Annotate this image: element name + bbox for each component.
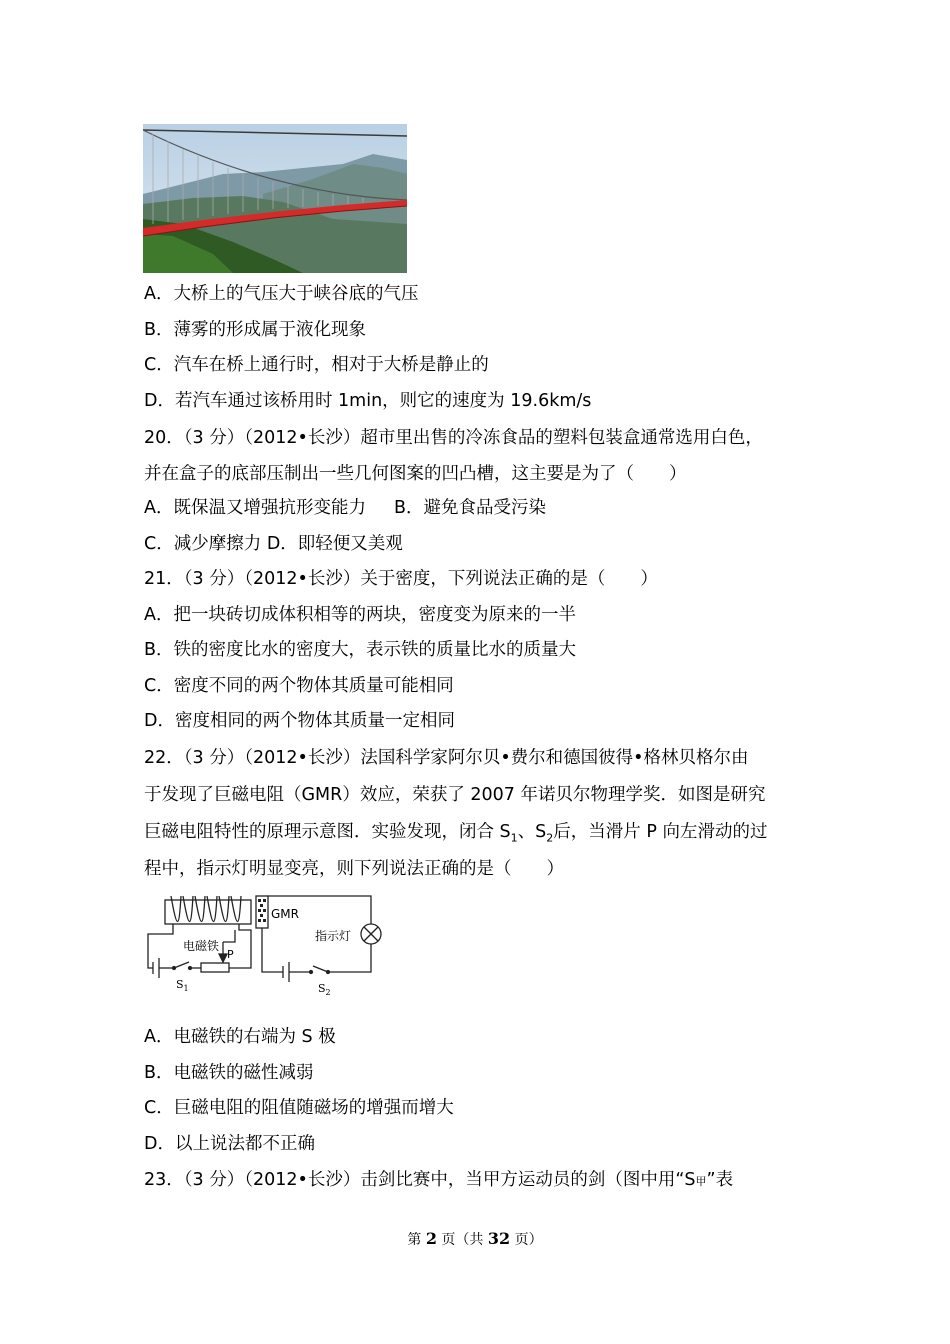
footer-page-number: 2 <box>425 1229 437 1248</box>
s2-label: $S_2$ <box>318 982 331 995</box>
q22-stem-line2: 于发现了巨磁电阻（GMR）效应，荣获了 2007 年诺贝尔物理学奖．如图是研究 <box>144 785 766 805</box>
q22-option-a: A．电磁铁的右端为 S 极 <box>144 1027 336 1047</box>
q22-line3-text-a: 巨磁电阻特性的原理示意图．实验发现，闭合 S <box>144 822 511 842</box>
rheostat <box>201 963 229 972</box>
q21-option-b: B．铁的密度比水的密度大，表示铁的质量比水的质量大 <box>144 640 577 660</box>
gmr-resistor <box>256 896 268 928</box>
footer-post: 页） <box>510 1232 543 1248</box>
q22-stem-line4: 程中，指示灯明显变亮，则下列说法正确的是（ ） <box>144 859 564 879</box>
q21-option-d: D．密度相同的两个物体其质量一定相同 <box>144 711 455 731</box>
gmr-circuit-diagram <box>143 890 388 995</box>
q20-option-b: B．避免食品受污染 <box>393 498 546 518</box>
footer-total-pages: 32 <box>487 1229 511 1248</box>
q22-option-c: C．巨磁电阻的阻值随磁场的增强而增大 <box>144 1098 454 1118</box>
q22-s1-subscript: 1 <box>510 831 518 845</box>
q20-option-c: C．减少摩擦力 <box>144 534 262 554</box>
q23-text-a: 23．（3 分）（2012•长沙）击剑比赛中，当甲方运动员的剑（图中用“S <box>144 1170 696 1190</box>
footer-pre: 第 <box>407 1232 426 1248</box>
switch-s1 <box>174 962 189 968</box>
q22-line3-text-c: 后，当滑片 P 向左滑动的过 <box>553 822 768 842</box>
q23-text-b: ”表 <box>706 1170 734 1190</box>
q20-option-a: A．既保温又增强抗形变能力 <box>144 498 366 518</box>
q22-s2-subscript: 2 <box>546 831 554 845</box>
q21-option-a: A．把一块砖切成体积相等的两块，密度变为原来的一半 <box>144 605 576 625</box>
q21-stem: 21．（3 分）（2012•长沙）关于密度，下列说法正确的是（ ） <box>144 569 658 589</box>
q20-options-row1 <box>144 497 546 519</box>
bridge-photo <box>143 124 407 273</box>
q22-line3-text-b: 、S <box>517 822 547 842</box>
q20-options-row2 <box>144 533 403 555</box>
q21-option-c: C．密度不同的两个物体其质量可能相同 <box>144 676 454 696</box>
q19-option-a: A．大桥上的气压大于峡谷底的气压 <box>144 284 419 304</box>
q23-stem-line1 <box>144 1169 733 1193</box>
gmr-label: GMR <box>271 907 299 921</box>
q20-option-d: D．即轻便又美观 <box>266 534 403 554</box>
footer-mid: 页（共 <box>436 1232 488 1248</box>
q19-option-d: D．若汽车通过该桥用时 1min，则它的速度为 19.6km/s <box>144 391 592 411</box>
switch-s2 <box>313 966 328 972</box>
q22-option-d: D．以上说法都不正确 <box>144 1134 315 1154</box>
slider-p-label: P <box>227 948 234 961</box>
s1-label: $S_1$ <box>176 978 189 993</box>
q19-option-b: B．薄雾的形成属于液化现象 <box>144 320 367 340</box>
q20-stem-line2: 并在盒子的底部压制出一些几何图案的凹凸槽，这主要是为了（ ） <box>144 464 687 484</box>
q20-stem-line1: 20．（3 分）（2012•长沙）超市里出售的冷冻食品的塑料包装盒通常选用白色， <box>144 428 763 448</box>
q23-subscript-jia: 甲 <box>695 1175 707 1188</box>
page-footer <box>0 1229 950 1249</box>
q22-stem-line1: 22．（3 分）（2012•长沙）法国科学家阿尔贝•费尔和德国彼得•格林贝格尔由 <box>144 748 749 768</box>
q22-option-b: B．电磁铁的磁性减弱 <box>144 1063 314 1083</box>
q22-stem-line3 <box>144 821 767 850</box>
q19-option-c: C．汽车在桥上通行时，相对于大桥是静止的 <box>144 355 489 375</box>
lamp-label: 指示灯 <box>315 929 352 943</box>
electromagnet-label: 电磁铁 <box>183 939 220 953</box>
